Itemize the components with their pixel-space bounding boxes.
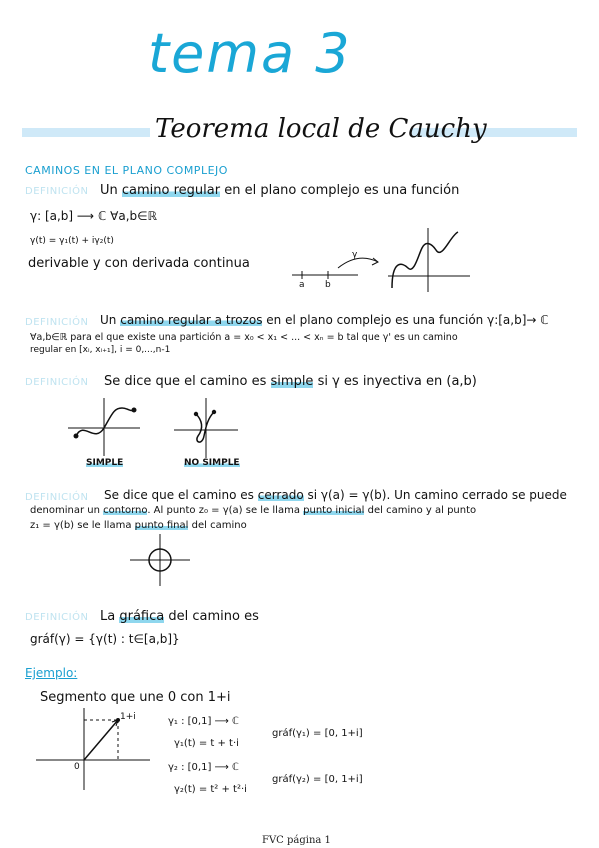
- label-simple: SIMPLE: [86, 458, 124, 468]
- def1-pre: Un: [100, 183, 118, 198]
- def5-highlight: gráfica: [119, 609, 165, 624]
- def4-post: si γ(a) = γ(b). Un camino cerrado se puede: [307, 488, 567, 502]
- def2-line1: [100, 313, 549, 327]
- definition-label-2: DEFINICIÓN: [25, 317, 89, 328]
- definition-label-1: DEFINICIÓN: [25, 186, 89, 197]
- section-heading: CAMINOS EN EL PLANO COMPLEJO: [25, 164, 228, 177]
- definition-label-4: DEFINICIÓN: [25, 492, 89, 503]
- def4-line3: [30, 520, 247, 531]
- def2-line2: ∀a,b∈ℝ para el que existe una partición a = x₀ < x₁ < ... < xₙ = b tal que γ' es un camino: [30, 332, 458, 343]
- def4-punto-final: punto final: [134, 520, 189, 531]
- gamma1-graph: gráf(γ₁) = [0, 1+i]: [272, 728, 363, 739]
- def4-line2-post: del camino y al punto: [367, 505, 477, 516]
- def1-line3: γ(t) = γ₁(t) + iγ₂(t): [30, 236, 114, 246]
- def4-pre: Se dice que el camino es: [104, 488, 254, 502]
- def4-line2-mid: . Al punto z₀ = γ(a) se le llama: [147, 505, 300, 516]
- def3-line1: [104, 374, 477, 389]
- example-label: Ejemplo:: [25, 666, 78, 680]
- def2-post: en el plano complejo es una función γ:[a,b]→ ℂ: [266, 313, 549, 327]
- def4-line1: [104, 488, 567, 502]
- page-title: tema 3: [148, 22, 352, 85]
- page-subtitle: Teorema local de Cauchy: [155, 114, 487, 144]
- gamma2-formula: γ₂(t) = t² + t²·i: [174, 784, 247, 795]
- gamma1-definition: γ₁ : [0,1] ⟶ ℂ: [168, 716, 240, 727]
- def1-line4: derivable y con derivada continua: [28, 256, 250, 271]
- def2-highlight: camino regular a trozos: [120, 313, 263, 327]
- def3-post: si γ es inyectiva en (a,b): [317, 374, 477, 389]
- def3-pre: Se dice que el camino es: [104, 374, 267, 389]
- def4-line3-post: del camino: [191, 520, 247, 531]
- def5-pre: La: [100, 609, 116, 624]
- def4-contorno: contorno: [103, 505, 148, 516]
- segment-origin-label: 0: [74, 762, 80, 772]
- gamma2-graph: gráf(γ₂) = [0, 1+i]: [272, 774, 363, 785]
- definition-label-3: DEFINICIÓN: [25, 377, 89, 388]
- def1-highlight: camino regular: [121, 183, 221, 198]
- page-footer: FVC página 1: [262, 835, 331, 846]
- diagram1-b: b: [325, 280, 331, 290]
- gamma2-definition: γ₂ : [0,1] ⟶ ℂ: [168, 762, 240, 773]
- gamma1-formula: γ₁(t) = t + t·i: [174, 738, 239, 749]
- def4-punto-inicial: punto inicial: [303, 505, 365, 516]
- diagram1-a: a: [299, 280, 305, 290]
- def2-line3: regular en [xᵢ, xᵢ₊₁], i = 0,...,n-1: [30, 345, 171, 355]
- title-band-left: [22, 128, 150, 137]
- def4-line3-pre: z₁ = γ(b) se le llama: [30, 520, 132, 531]
- def1-line1: [100, 183, 459, 198]
- segment-point-label: 1+i: [120, 712, 136, 722]
- def4-line2-pre: denominar un: [30, 505, 100, 516]
- def4-line2: [30, 505, 476, 516]
- def5-line2: gráf(γ) = {γ(t) : t∈[a,b]}: [30, 632, 180, 646]
- def1-line2: γ: [a,b] ⟶ ℂ ∀a,b∈ℝ: [30, 209, 158, 223]
- def5-line1: [100, 609, 259, 624]
- label-no-simple: NO SIMPLE: [184, 458, 240, 468]
- diagram1-gamma: γ: [352, 250, 358, 260]
- def1-post: en el plano complejo es una función: [224, 183, 460, 198]
- def3-highlight: simple: [270, 374, 314, 389]
- definition-label-5: DEFINICIÓN: [25, 612, 89, 623]
- def4-highlight: cerrado: [257, 488, 304, 502]
- example-statement: Segmento que une 0 con 1+i: [40, 690, 231, 705]
- def5-post: del camino es: [168, 609, 259, 624]
- def2-pre: Un: [100, 313, 117, 327]
